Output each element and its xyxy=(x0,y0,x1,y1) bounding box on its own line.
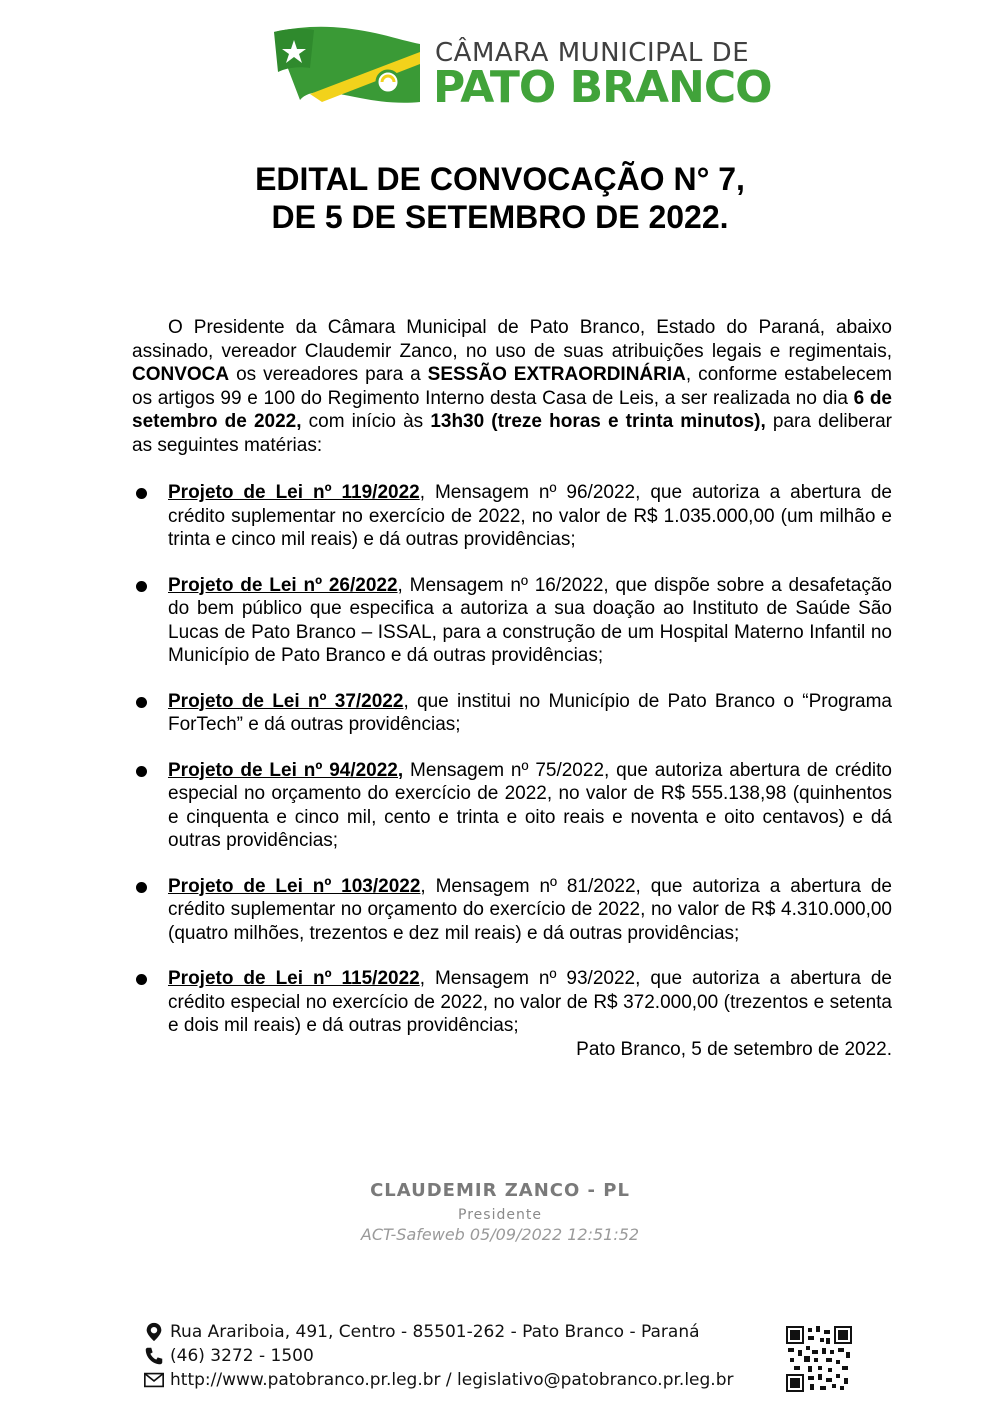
phone-icon xyxy=(142,1345,166,1367)
footer xyxy=(142,1320,733,1392)
intro-text-4: com início às xyxy=(301,411,431,432)
title-line2: DE 5 DE SETEMBRO DE 2022. xyxy=(271,199,729,235)
org-name-line2: PATO BRANCO xyxy=(433,62,772,113)
intro-text-3: , conforme estabelecem os artigos 99 e 100 do Regimento Interno desta Casa de Leis, a ser realizada no dia xyxy=(132,364,893,409)
footer-web-email[interactable]: http://www.patobranco.pr.leg.br / legislativo@patobranco.pr.leg.br xyxy=(170,1370,734,1390)
project-title: Projeto de Lei nº 103/2022 xyxy=(168,875,421,897)
place-date: Pato Branco, 5 de setembro de 2022. xyxy=(576,1038,892,1060)
signer-role: Presidente xyxy=(458,1207,542,1223)
agenda-list xyxy=(132,481,892,1038)
org-name-line1: CÂMARA MUNICIPAL DE xyxy=(435,38,750,68)
intro-text-2: os vereadores para a xyxy=(229,364,428,385)
map-pin-icon xyxy=(142,1321,166,1343)
footer-phone: (46) 3272 - 1500 xyxy=(170,1346,314,1366)
flag-emblem-icon xyxy=(270,22,425,110)
list-item xyxy=(132,967,892,1038)
project-title: Projeto de Lei nº 115/2022 xyxy=(168,968,420,989)
bullet-icon xyxy=(136,581,147,592)
project-title: Projeto de Lei nº 37/2022 xyxy=(168,690,404,712)
footer-web-row xyxy=(142,1368,733,1392)
project-description: , Mensagem nº 81/2022, que autoriza a abertura de crédito suplementar no orçamento do exercício de 2022, no valor de R$ 4.310.000,00 (quatro milhões, trezentos e dez mil reais) e dá outras providências; xyxy=(168,875,893,944)
list-item xyxy=(132,690,892,737)
signature-certificate: ACT-Safeweb 05/09/2022 12:51:52 xyxy=(360,1225,640,1244)
title-line1: EDITAL DE CONVOCAÇÃO N° 7, xyxy=(255,161,745,197)
intro-text-1: O Presidente da Câmara Municipal de Pato Branco, Estado do Paraná, abaixo assinado, vereador Claudemir Zanco, no uso de suas atribuições legais e regimentais, xyxy=(132,317,892,362)
list-item xyxy=(132,759,892,853)
project-description: Mensagem nº 75/2022, que autoriza abertura de crédito especial no orçamento do exercício de 2022, no valor de R$ 555.138,98 (quinhentos e cinquenta e cinco mil, cento e trinta e oito reais e noventa e oito centavos) e dá outras providências; xyxy=(168,759,892,851)
project-description: , Mensagem nº 96/2022, que autoriza a abertura de crédito suplementar no exercício de 2022, no valor de R$ 1.035.000,00 (um milhão e trinta e cinco mil reais) e dá outras providências; xyxy=(168,482,892,550)
header-logo xyxy=(270,20,772,113)
page-title xyxy=(0,160,1000,236)
intro-time: 13h30 (treze horas e trinta minutos), xyxy=(430,411,766,432)
footer-phone-row xyxy=(142,1344,733,1368)
footer-address-row xyxy=(142,1320,733,1344)
project-description: , que institui no Município de Pato Branco o “Programa ForTech” e dá outras providências; xyxy=(168,690,892,735)
project-description: , Mensagem nº 16/2022, que dispõe sobre a desafetação do bem público que especifica a autoriza a sua doação ao Instituto de Saúde São Lucas de Pato Branco – ISSAL, para a construção de um Hospital Materno Infantil no Município de Pato Branco e dá outras providências; xyxy=(168,574,893,666)
project-title: Projeto de Lei nº 94/2022, xyxy=(168,759,404,781)
project-title: Projeto de Lei nº 26/2022 xyxy=(168,574,398,596)
list-item xyxy=(132,574,892,668)
project-title: Projeto de Lei nº 119/2022 xyxy=(168,482,420,503)
intro-date: 6 de setembro de 2022, xyxy=(132,387,892,432)
signer-name: CLAUDEMIR ZANCO - PL xyxy=(370,1180,630,1201)
intro-sessao: SESSÃO EXTRAORDINÁRIA xyxy=(427,364,686,385)
bullet-icon xyxy=(136,766,147,777)
intro-paragraph xyxy=(132,316,892,457)
qr-code xyxy=(786,1326,852,1392)
bullet-icon xyxy=(136,882,147,893)
bullet-icon xyxy=(136,697,147,708)
project-description: , Mensagem nº 93/2022, que autoriza a abertura de crédito especial no exercício de 2022, no valor de R$ 372.000,00 (trezentos e setenta e dois mil reais) e dá outras providências; xyxy=(168,968,892,1036)
footer-address: Rua Arariboia, 491, Centro - 85501-262 - Pato Branco - Paraná xyxy=(170,1322,700,1342)
bullet-icon xyxy=(136,488,147,499)
digital-signature xyxy=(0,1180,1000,1244)
document-body xyxy=(132,316,892,1061)
list-item xyxy=(132,875,892,946)
list-item xyxy=(132,481,892,552)
intro-text-5: para deliberar as seguintes matérias: xyxy=(132,411,892,456)
mail-icon xyxy=(142,1369,166,1391)
bullet-icon xyxy=(136,974,147,985)
intro-convoca: CONVOCA xyxy=(132,364,230,385)
